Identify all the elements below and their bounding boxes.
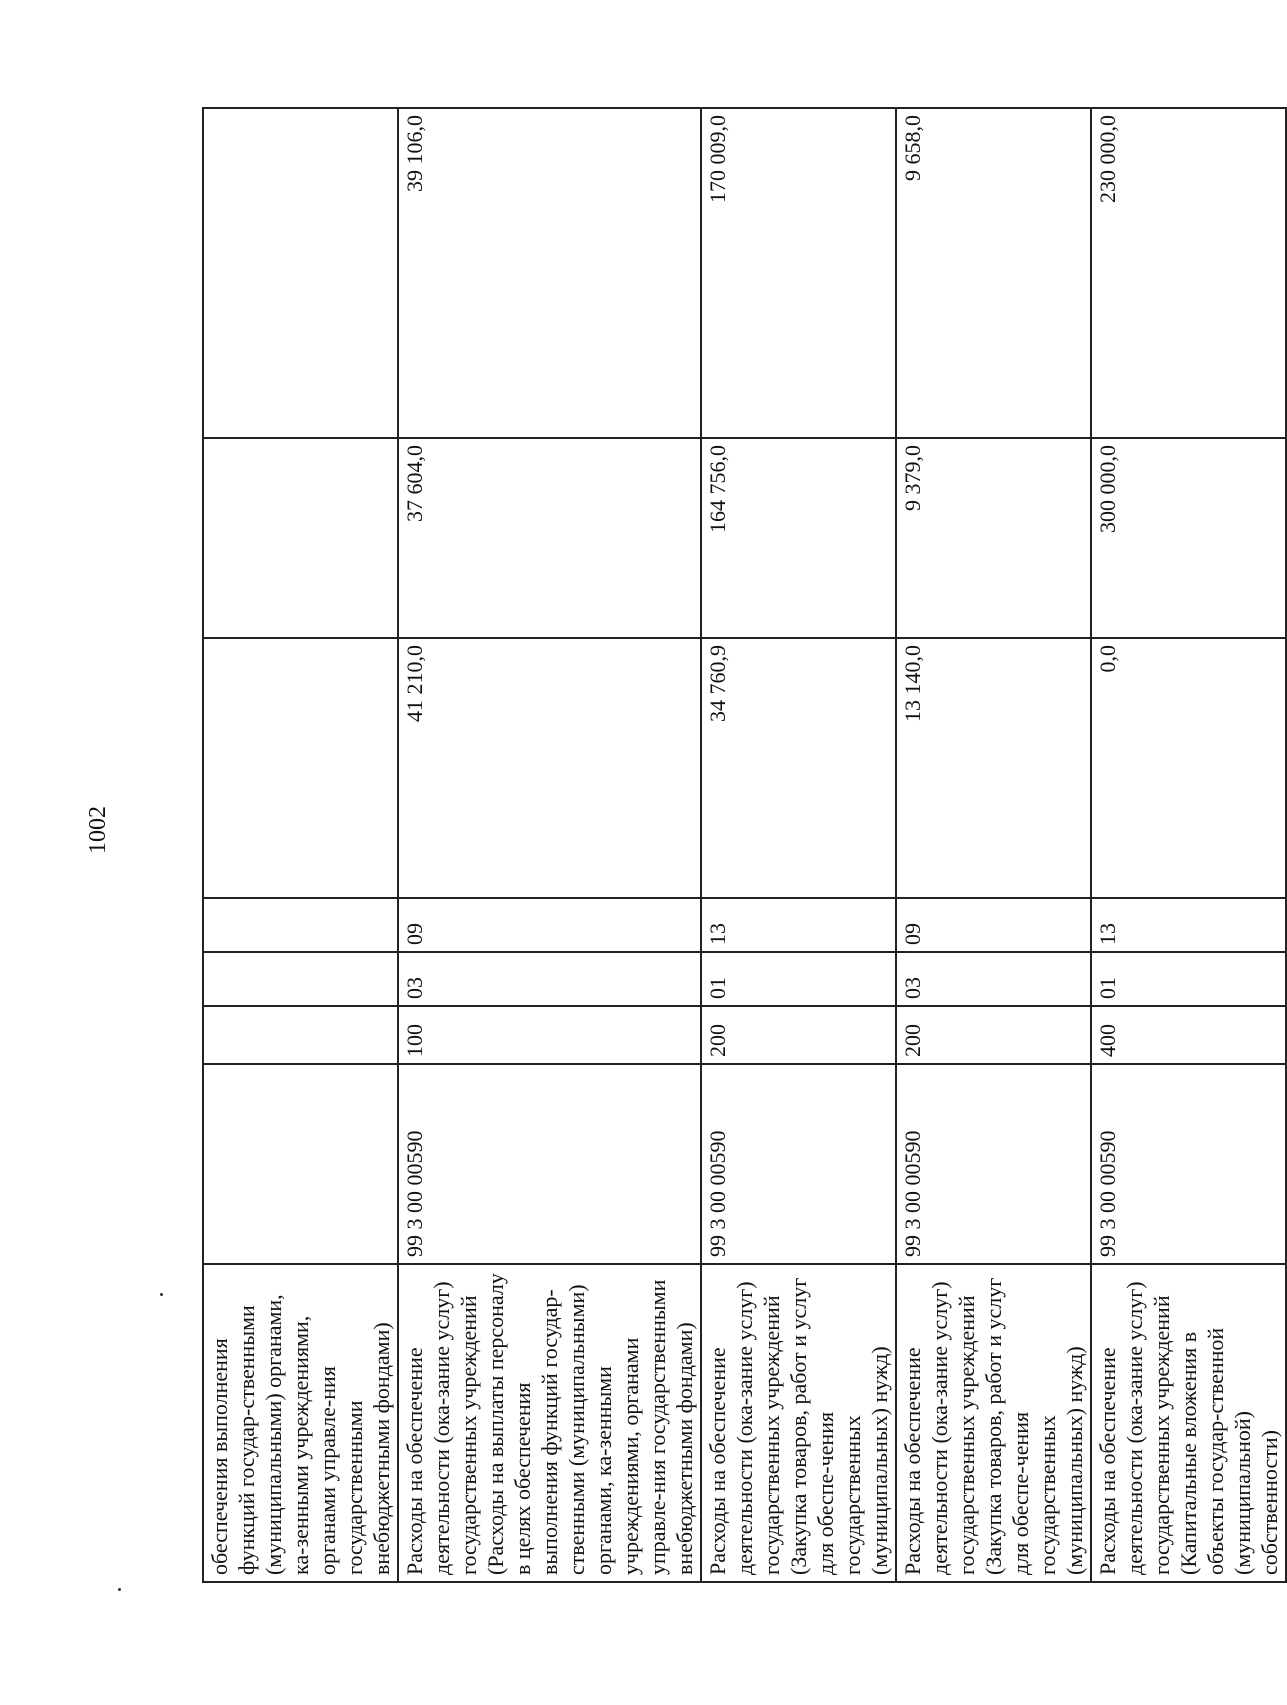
row-code: 99 3 00 00590	[1091, 1064, 1286, 1264]
scan-speck	[160, 1293, 163, 1296]
row-sum-3: 39 106,0	[398, 108, 701, 438]
row-sum-3: 170 009,0	[701, 108, 896, 438]
row-rz: 03	[896, 952, 1091, 1006]
row-vr	[203, 1006, 398, 1064]
row-description: обеспечения выполнения функций государ-ственными (муниципальными) органами, ка-зенными учреждениями, органами управле-ния государственными внебюджетными фондами)	[203, 1264, 398, 1582]
row-description: Расходы на обеспечение деятельности (ока-зание услуг) государственных учреждений (Капитальные вложения в объекты государ-ственной (муниципальной) собственности)	[1091, 1264, 1286, 1582]
table-row	[1091, 108, 1286, 1582]
row-description: Расходы на обеспечение деятельности (ока-зание услуг) государственных учреждений (Закупка товаров, работ и услуг для обеспе-чения государственных (муниципальных) нужд)	[701, 1264, 896, 1582]
row-sum-1: 41 210,0	[398, 638, 701, 898]
row-sum-2: 9 379,0	[896, 438, 1091, 638]
budget-table-container	[202, 109, 1282, 1583]
row-vr: 200	[896, 1006, 1091, 1064]
row-sum-3	[203, 108, 398, 438]
row-sum-2: 37 604,0	[398, 438, 701, 638]
row-code: 99 3 00 00590	[896, 1064, 1091, 1264]
row-rz	[203, 952, 398, 1006]
row-sum-1: 34 760,9	[701, 638, 896, 898]
row-description: Расходы на обеспечение деятельности (ока-зание услуг) государственных учреждений (Закупка товаров, работ и услуг для обеспе-чения государственных (муниципальных) нужд)	[896, 1264, 1091, 1582]
row-vr: 200	[701, 1006, 896, 1064]
row-sum-2: 164 756,0	[701, 438, 896, 638]
row-rz: 01	[1091, 952, 1286, 1006]
row-vr: 100	[398, 1006, 701, 1064]
row-sum-1: 13 140,0	[896, 638, 1091, 898]
row-pr: 13	[701, 898, 896, 952]
scan-speck	[118, 1588, 121, 1591]
table-row	[203, 108, 398, 1582]
row-pr	[203, 898, 398, 952]
row-pr: 09	[896, 898, 1091, 952]
row-rz: 03	[398, 952, 701, 1006]
row-rz: 01	[701, 952, 896, 1006]
table-row	[896, 108, 1091, 1582]
row-description: Расходы на обеспечение деятельности (ока-зание услуг) государственных учреждений (Расходы на выплаты персоналу в целях обеспечения выполнения функций государ-ственными (муниципальными) органами, ка-зенными учреждениями, органами управле-ния государственными внебюджетными фондами)	[398, 1264, 701, 1582]
row-sum-3: 230 000,0	[1091, 108, 1286, 438]
row-sum-1: 0,0	[1091, 638, 1286, 898]
row-sum-3: 9 658,0	[896, 108, 1091, 438]
row-sum-2: 300 000,0	[1091, 438, 1286, 638]
table-row	[398, 108, 701, 1582]
row-sum-1	[203, 638, 398, 898]
row-pr: 13	[1091, 898, 1286, 952]
row-pr: 09	[398, 898, 701, 952]
row-code	[203, 1064, 398, 1264]
table-row	[701, 108, 896, 1582]
row-sum-2	[203, 438, 398, 638]
row-code: 99 3 00 00590	[701, 1064, 896, 1264]
page-number: 1002	[85, 806, 111, 854]
budget-table	[202, 107, 1287, 1583]
row-vr: 400	[1091, 1006, 1286, 1064]
row-code: 99 3 00 00590	[398, 1064, 701, 1264]
